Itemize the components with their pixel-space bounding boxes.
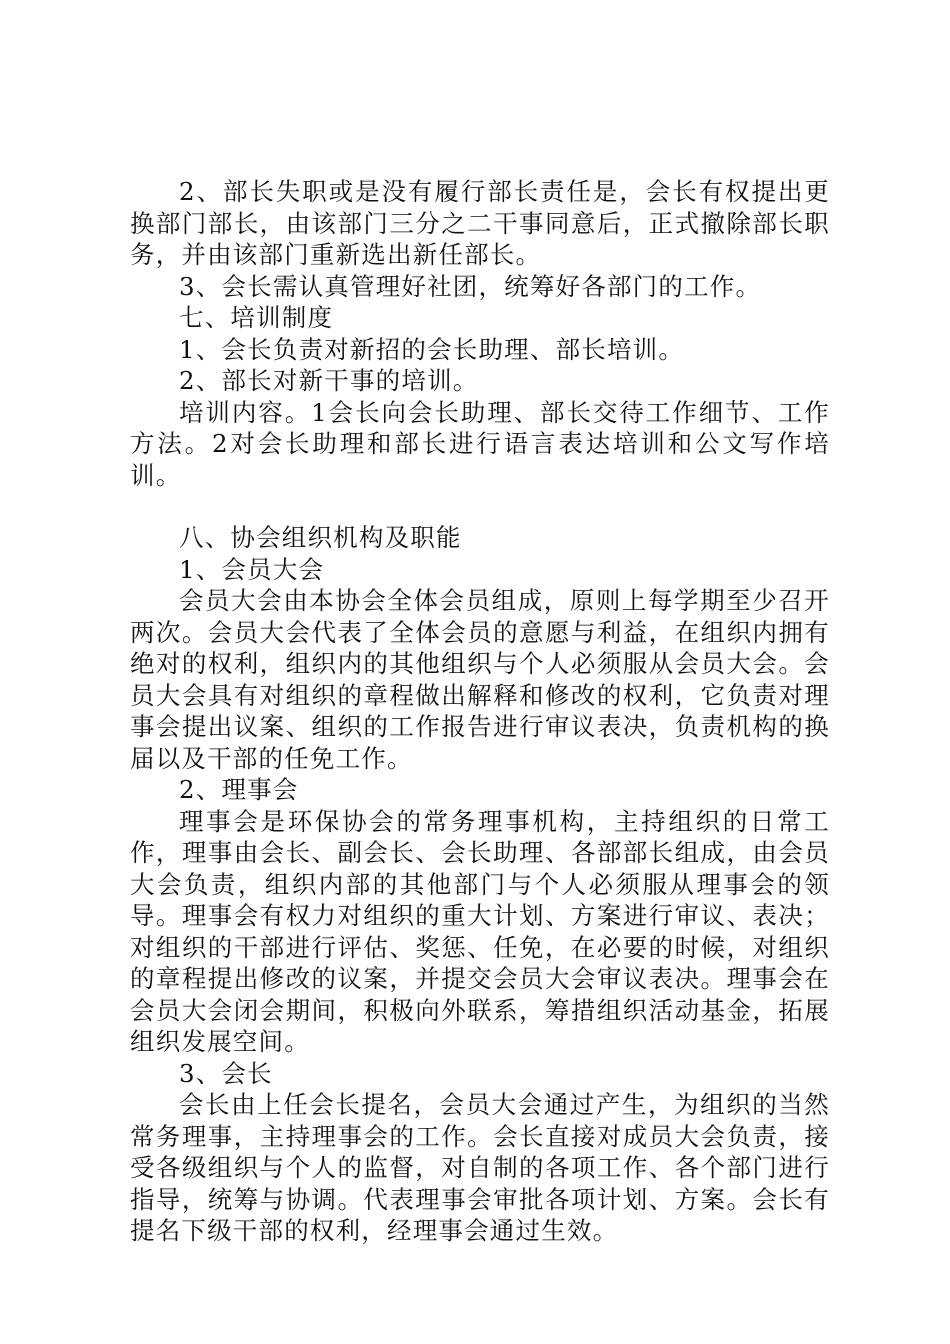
paragraph-training-content: 培训内容。1会长向会长助理、部长交待工作细节、工作方法。2对会长助理和部长进行语言表达培训和公文写作培训。 xyxy=(130,397,830,490)
paragraph-dismissal-rule: 2、部长失职或是没有履行部长责任是，会长有权提出更换部门部长，由该部门三分之二干事同意后，正式撤除部长职务，并由该部门重新选出新任部长。 xyxy=(130,177,830,269)
paragraph-president-management: 3、会长需认真管理好社团，统筹好各部门的工作。 xyxy=(179,271,762,301)
section-heading-training: 七、培训制度 xyxy=(179,303,334,332)
paragraph-training-2: 2、部长对新干事的培训。 xyxy=(179,366,479,395)
paragraph-general-assembly: 会员大会由本协会全体会员组成，原则上每学期至少召开两次。会员大会代表了全体会员的意愿与利益，在组织内拥有绝对的权利，组织内的其他组织与个人必须服从会员大会。会员大会具有对组织的章程做出解释和修改的权利，它负责对理事会提出议案、组织的工作报告进行审议表决，负责机构的换届以及干部的任免工作。 xyxy=(130,586,830,773)
paragraph-council: 理事会是环保协会的常务理事机构，主持组织的日常工作，理事由会长、副会长、会长助理、各部部长组成，由会员大会负责，组织内部的其他部门与个人必须服从理事会的领导。理事会有权力对组织的重大计划、方案进行审议、表决；对组织的干部进行评估、奖惩、任免，在必要的时候，对组织的章程提出修改的议案，并提交会员大会审议表决。理事会在会员大会闭会期间，积极向外联系，筹措组织活动基金，拓展组织发展空间。 xyxy=(130,806,830,1056)
section-heading-organization: 八、协会组织机构及职能 xyxy=(179,523,462,552)
subheading-general-assembly: 1、会员大会 xyxy=(179,554,325,584)
subheading-president: 3、会长 xyxy=(179,1058,273,1088)
subheading-council: 2、理事会 xyxy=(179,775,299,804)
document-page xyxy=(130,176,830,1247)
paragraph-president: 会长由上任会长提名，会员大会通过产生，为组织的当然常务理事，主持理事会的工作。会长直接对成员大会负责，接受各级组织与个人的监督，对自制的各项工作、各个部门进行指导，统筹与协调。代表理事会审批各项计划、方案。会长有提名下级干部的权利，经理事会通过生效。 xyxy=(130,1090,830,1245)
paragraph-training-1: 1、会长负责对新招的会长助理、部长培训。 xyxy=(179,334,685,364)
